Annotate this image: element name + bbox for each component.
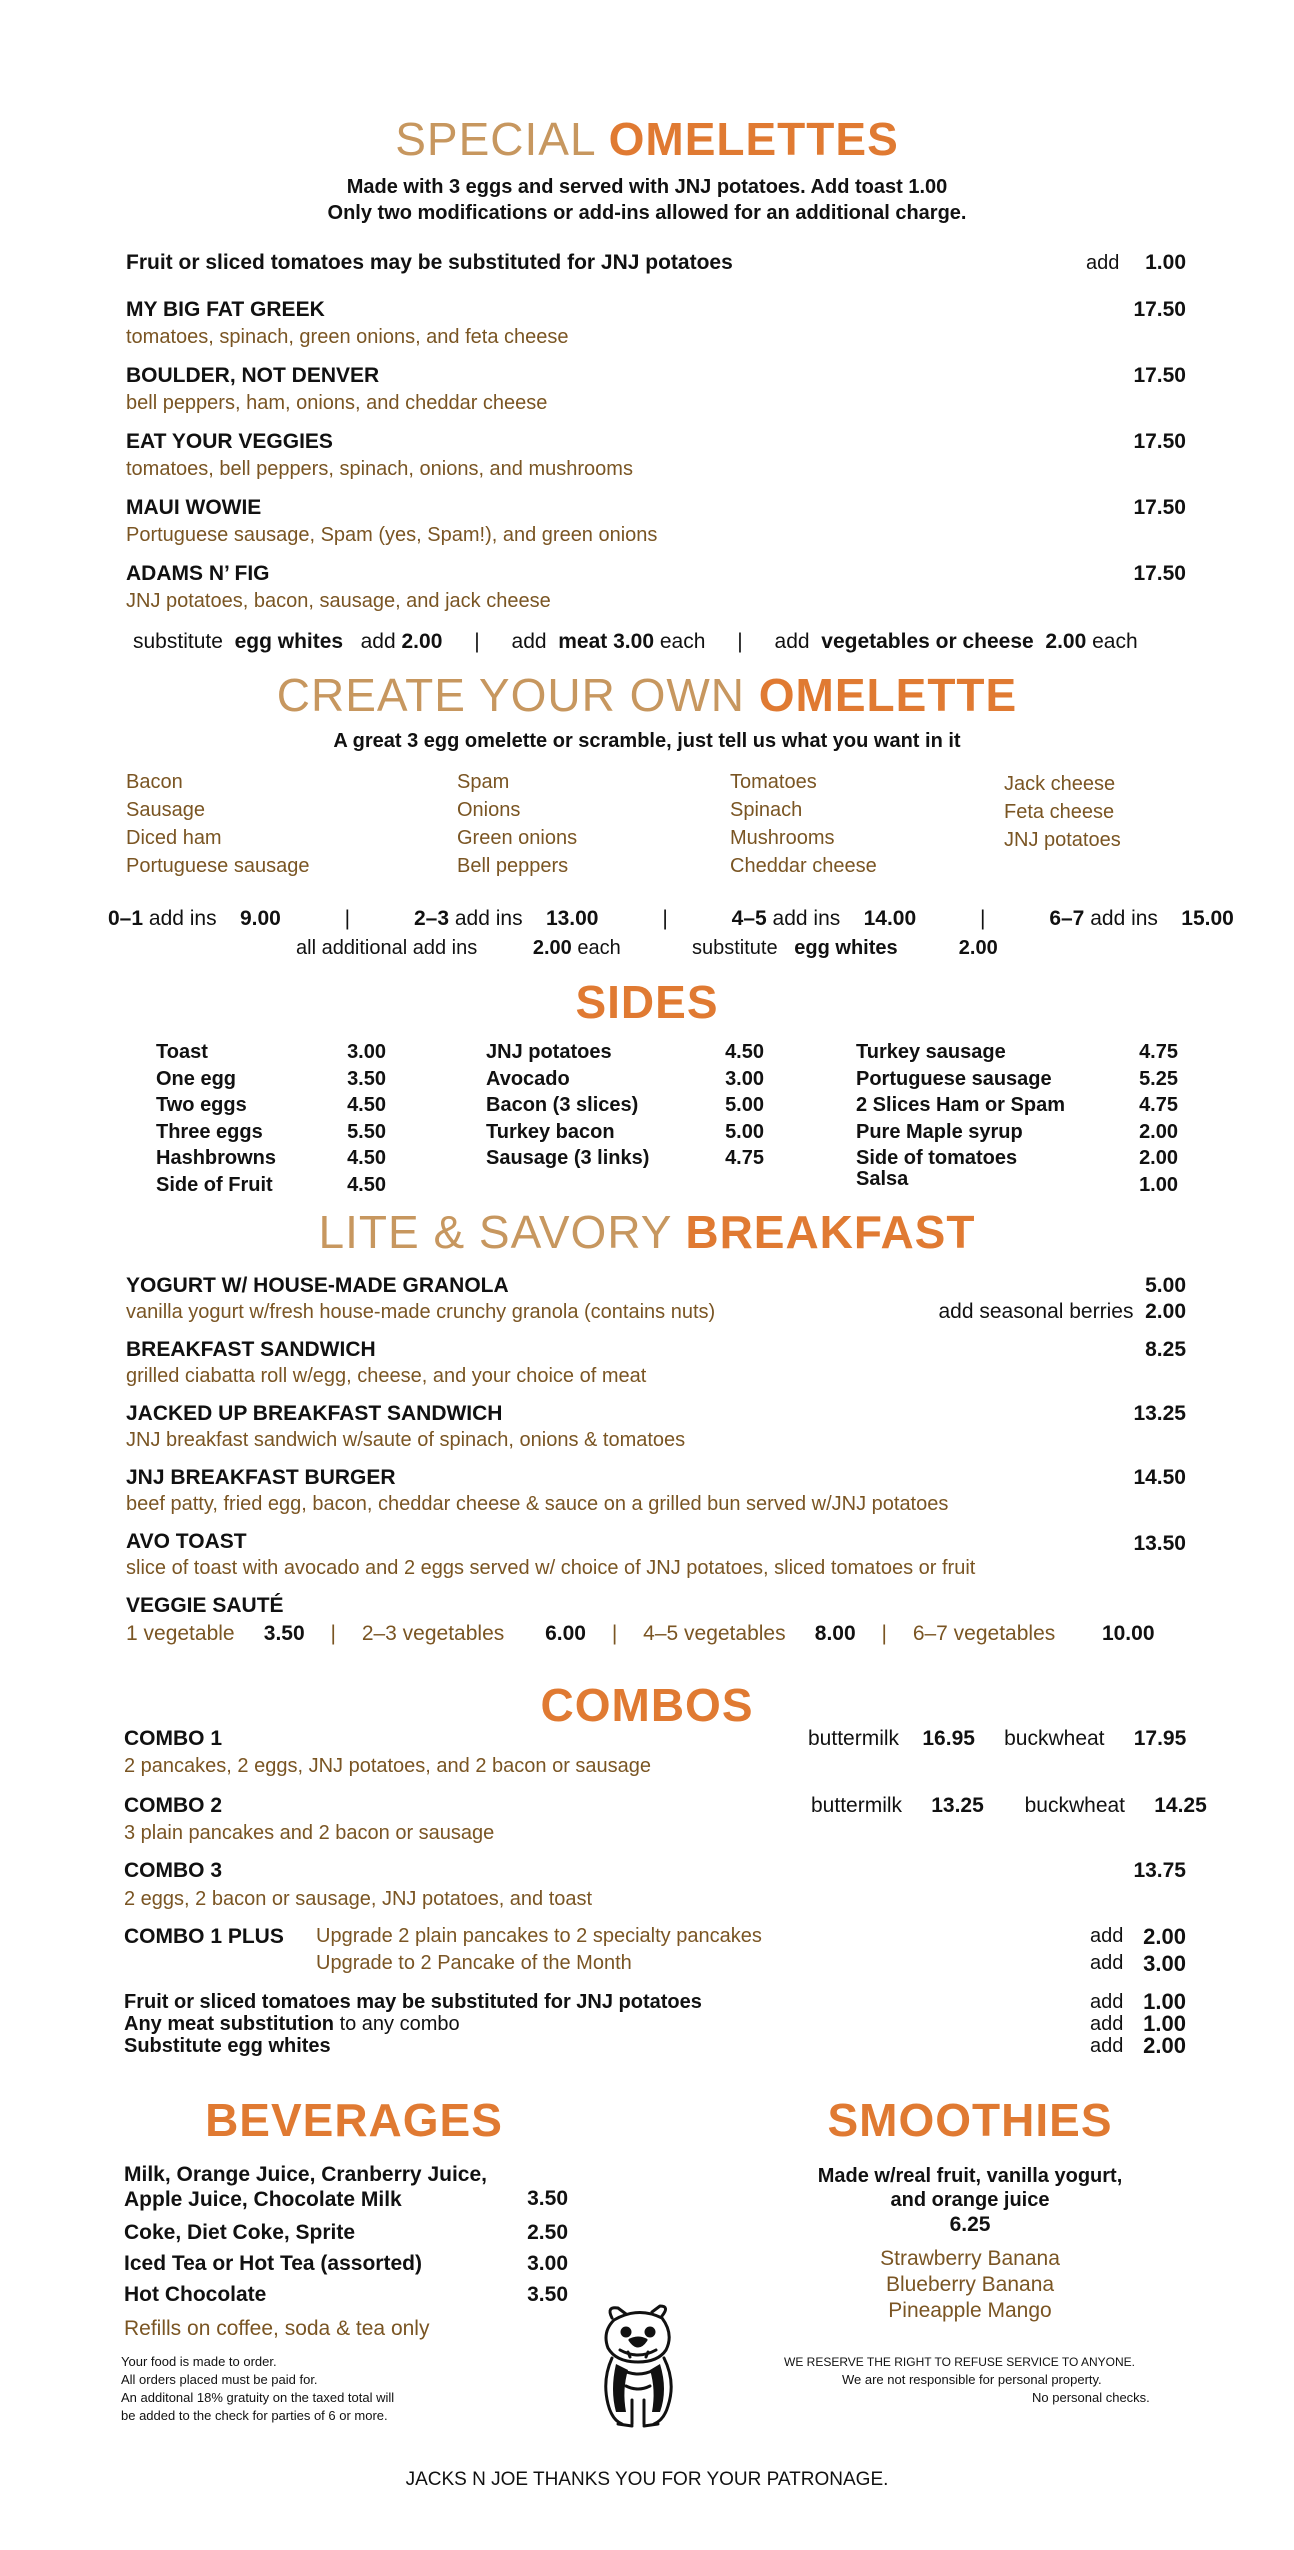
smoothie-flavor: Pineapple Mango (888, 2299, 1052, 2322)
smoothies-note-line: and orange juice (890, 2189, 1050, 2211)
ingredient: Mushrooms (730, 827, 835, 849)
buttermilk-label: buttermilk (811, 1794, 903, 1817)
item-desc: Portuguese sausage, Spam (yes, Spam!), and green onions (126, 524, 658, 546)
veggie-label: 6–7 vegetables (912, 1622, 1056, 1645)
tier-label: add ins (148, 907, 217, 930)
ingredient: Spinach (730, 799, 803, 821)
sides-column-1-prices (340, 1039, 386, 1198)
menu-item (126, 1338, 1186, 1402)
create-note: A great 3 egg omelette or scramble, just tell us what you want in it (333, 730, 961, 752)
smoothies-title: SMOOTHIES (827, 2094, 1113, 2146)
item-name: AVO TOAST (126, 1530, 247, 1553)
divider: | (611, 1622, 618, 1645)
ingredients-column-1 (126, 768, 309, 880)
side-name: Side of tomatoes (856, 1147, 1018, 1169)
item-desc: JNJ breakfast sandwich w/saute of spinach, onions & tomatoes (126, 1429, 686, 1451)
beverage-name: Hot Chocolate (124, 2283, 267, 2306)
smoothies-note (740, 2164, 1200, 2212)
side-price: 5.00 (725, 1120, 764, 1143)
veggie-tiers (126, 1622, 1186, 1646)
combo-substitutions (124, 1991, 702, 2057)
side-name: Two eggs (156, 1094, 247, 1116)
sides-column-3-prices (1130, 1039, 1178, 1198)
side-name: Avocado (486, 1067, 570, 1090)
combo-3-name: COMBO 3 (124, 1859, 223, 1882)
tier-range: 0–1 (108, 907, 144, 930)
policy-line: An additonal 18% gratuity on the taxed total will (121, 2390, 395, 2405)
special-omelette-list (126, 298, 1186, 628)
ingredients-column-3 (730, 768, 877, 880)
tier-price: 15.00 (1181, 907, 1234, 930)
beverage-name-line: Milk, Orange Juice, Cranberry Juice, (124, 2163, 487, 2186)
side-name: Turkey bacon (486, 1120, 615, 1143)
lite-title-light: LITE & SAVORY (318, 1206, 672, 1258)
sub-label: substitute (692, 937, 778, 959)
beverage-price: 3.50 (527, 2283, 568, 2306)
beverage-name: Coke, Diet Coke, Sprite (124, 2221, 356, 2244)
item-desc: grilled ciabatta roll w/egg, cheese, and your choice of meat (126, 1365, 647, 1387)
buckwheat-price: 14.25 (1154, 1794, 1207, 1817)
mod-egg-whites: egg whites (234, 630, 344, 653)
ingredient: Feta cheese (1004, 801, 1115, 823)
side-name: Portuguese sausage (856, 1067, 1052, 1090)
substitution-add: add (1090, 2035, 1124, 2057)
mod-price: 2.00 (1045, 630, 1087, 653)
mod-price: 2.00 (401, 630, 443, 653)
sub-price: 2.00 (958, 937, 998, 959)
combo-plus-upgrade-2: Upgrade to 2 Pancake of the Month (316, 1952, 632, 1974)
divider: | (881, 1622, 887, 1645)
combo-1-desc: 2 pancakes, 2 eggs, JNJ potatoes, and 2 bacon or sausage (124, 1755, 652, 1777)
ingredient: Onions (457, 799, 521, 821)
item-name: ADAMS N’ FIG (126, 562, 270, 585)
side-price: 4.50 (725, 1041, 764, 1063)
side-name: Bacon (3 slices) (486, 1094, 639, 1116)
lite-title-bold: BREAKFAST (685, 1206, 976, 1258)
item-desc: bell peppers, ham, onions, and cheddar cheese (126, 392, 548, 414)
side-price: 5.00 (725, 1094, 764, 1116)
menu-item (126, 1466, 1186, 1530)
combo-1-name: COMBO 1 (124, 1727, 223, 1750)
sides-column-2-names (486, 1039, 649, 1172)
mod-price: 3.00 (613, 630, 654, 653)
special-modifications (133, 630, 1138, 654)
combo-2-desc: 3 plain pancakes and 2 bacon or sausage (124, 1822, 495, 1844)
veggie-label: 2–3 vegetables (361, 1622, 505, 1645)
item-desc: JNJ potatoes, bacon, sausage, and jack cheese (126, 590, 551, 612)
extra-each: each (577, 937, 621, 959)
smoothie-flavor: Blueberry Banana (885, 2273, 1055, 2296)
side-price: 4.75 (1139, 1094, 1178, 1116)
combo-plus-add-2: add (1090, 1952, 1124, 1974)
side-name: Hashbrowns (156, 1147, 277, 1169)
divider: | (662, 907, 668, 930)
veggie-price: 8.00 (814, 1622, 856, 1645)
ingredient: Bacon (126, 771, 183, 793)
item-name: MAUI WOWIE (126, 496, 262, 519)
side-price: 3.00 (725, 1067, 764, 1090)
ingredient: Cheddar cheese (730, 855, 877, 877)
menu-item (126, 298, 1186, 364)
beverage-price: 3.00 (527, 2252, 568, 2275)
side-name: Pure Maple syrup (856, 1120, 1023, 1143)
buckwheat-price: 17.95 (1133, 1727, 1187, 1750)
side-name: Side of Fruit (156, 1173, 273, 1196)
side-price: 4.50 (347, 1094, 386, 1116)
divider: | (474, 630, 480, 653)
side-price: 1.00 (1139, 1173, 1178, 1196)
side-price: 4.75 (725, 1147, 764, 1169)
item-name: MY BIG FAT GREEK (126, 298, 325, 321)
veggie-price: 3.50 (263, 1622, 305, 1645)
combo-plus-price-2: 3.00 (1143, 1951, 1186, 1976)
combo-3-price: 13.75 (1133, 1859, 1186, 1882)
substitution-row (124, 2013, 702, 2035)
tier-price: 14.00 (863, 907, 917, 930)
seasonal-berries-addon (938, 1300, 1186, 1324)
substitution-prices (1143, 1991, 1186, 2057)
ingredient: Tomatoes (730, 771, 817, 793)
combo-1-prices (808, 1727, 1186, 1751)
side-name: One egg (156, 1067, 237, 1090)
divider: | (344, 907, 351, 930)
item-name: BOULDER, NOT DENVER (126, 364, 380, 387)
substitution-add: add (1090, 1991, 1124, 2013)
combo-3-desc: 2 eggs, 2 bacon or sausage, JNJ potatoes, and toast (124, 1888, 593, 1910)
side-price: 5.25 (1139, 1067, 1178, 1090)
side-name: Three eggs (156, 1120, 263, 1143)
special-title-bold: OMELETTES (608, 113, 899, 165)
side-price: 4.75 (1139, 1041, 1178, 1063)
buckwheat-label: buckwheat (1004, 1727, 1105, 1750)
divider: | (980, 907, 986, 930)
item-desc: slice of toast with avocado and 2 eggs served w/ choice of JNJ potatoes, sliced tomatoes or fruit (126, 1557, 976, 1579)
beverage-item-1 (124, 2162, 487, 2212)
checks-notice: No personal checks. (1032, 2390, 1150, 2405)
smoothie-flavor: Strawberry Banana (880, 2247, 1060, 2270)
menu-item (126, 1274, 1186, 1338)
buckwheat-label: buckwheat (1024, 1794, 1126, 1817)
item-name: VEGGIE SAUTÉ (126, 1594, 284, 1617)
ingredient: Spam (457, 771, 510, 793)
divider: | (330, 1622, 336, 1645)
beverage-name: Iced Tea or Hot Tea (assorted) (124, 2252, 422, 2275)
side-name: Salsa (856, 1167, 909, 1190)
combos-title: COMBOS (540, 1679, 754, 1731)
combo-2-name: COMBO 2 (124, 1794, 223, 1817)
veggie-saute (126, 1594, 1186, 1654)
tier-price: 13.00 (545, 907, 599, 930)
buttermilk-price: 16.95 (922, 1727, 975, 1750)
smoothie-flavors (740, 2246, 1200, 2324)
additional-addins (296, 937, 621, 960)
substitution-price: 1.00 (1143, 2011, 1186, 2036)
menu-item (126, 496, 1186, 562)
item-price: 13.25 (1133, 1402, 1186, 1425)
item-desc: tomatoes, spinach, green onions, and feta cheese (126, 326, 569, 348)
extra-label: all additional add ins (296, 937, 478, 959)
side-name: JNJ potatoes (486, 1041, 612, 1063)
substitution-bold: Fruit or sliced tomatoes may be substituted for JNJ potatoes (124, 1991, 702, 2013)
mod-text: each (1092, 630, 1138, 653)
mod-text: each (659, 630, 706, 653)
ingredient: Green onions (457, 827, 578, 849)
item-price: 5.00 (1145, 1274, 1186, 1297)
ingredients-column-4 (1004, 770, 1121, 854)
item-price: 17.50 (1133, 298, 1186, 321)
lite-savory-title (0, 1205, 1294, 1259)
special-sub-price: 1.00 (1145, 251, 1186, 274)
item-desc: beef patty, fried egg, bacon, cheddar cheese & sauce on a grilled bun served w/JNJ potatoes (126, 1493, 949, 1515)
veggie-label: 1 vegetable (126, 1622, 235, 1645)
item-price: 8.25 (1145, 1338, 1186, 1361)
item-price: 13.50 (1133, 1532, 1186, 1555)
item-desc: tomatoes, bell peppers, spinach, onions, and mushrooms (126, 458, 633, 480)
substitution-rest: to any combo (334, 2013, 460, 2035)
special-note-2: Only two modifications or add-ins allowed for an additional charge. (327, 202, 967, 224)
policy-line: be added to the check for parties of 6 or more. (121, 2408, 388, 2423)
divider: | (737, 630, 743, 653)
ingredient: JNJ potatoes (1004, 829, 1121, 851)
ingredient: Diced ham (126, 827, 222, 849)
beverage-price: 2.50 (527, 2221, 568, 2244)
tier-label: add ins (1090, 907, 1158, 930)
veggie-price: 6.00 (545, 1622, 586, 1645)
side-price: 3.00 (347, 1041, 386, 1063)
addon-label: seasonal berries (979, 1300, 1134, 1323)
policy-line: Your food is made to order. (121, 2354, 277, 2369)
menu-item (126, 562, 1186, 628)
buttermilk-label: buttermilk (808, 1727, 900, 1750)
create-title-light: CREATE YOUR OWN (276, 669, 745, 721)
sides-column-2-prices (718, 1039, 764, 1172)
refuse-service-notice: WE RESERVE THE RIGHT TO REFUSE SERVICE TO ANYONE. (784, 2355, 1135, 2369)
beverages-title: BEVERAGES (205, 2094, 503, 2146)
footer-policies (121, 2353, 394, 2425)
sides-column-3-names (856, 1039, 1065, 1192)
special-sub-label: Fruit or sliced tomatoes may be substituted for JNJ potatoes (126, 251, 733, 274)
item-price: 17.50 (1133, 496, 1186, 519)
mod-vegetables: vegetables or cheese (821, 630, 1034, 653)
item-name: EAT YOUR VEGGIES (126, 430, 333, 453)
item-name: YOGURT W/ HOUSE-MADE GRANOLA (126, 1274, 509, 1297)
menu-item (126, 1402, 1186, 1466)
tier-range: 2–3 (413, 907, 450, 930)
policy-line: All orders placed must be paid for. (121, 2372, 318, 2387)
mod-text: add (774, 630, 810, 653)
side-name: Sausage (3 links) (486, 1147, 650, 1169)
side-name: Turkey sausage (856, 1041, 1006, 1063)
substitution-row (124, 1991, 702, 2013)
item-price: 17.50 (1133, 364, 1186, 387)
combo-plus-add-1: add (1090, 1925, 1124, 1947)
tier-label: add ins (454, 907, 523, 930)
create-substitute (692, 937, 998, 960)
ingredients-column-2 (457, 768, 577, 880)
lite-savory-list (126, 1274, 1186, 1654)
side-price: 4.50 (347, 1147, 386, 1169)
side-price: 2.00 (1139, 1120, 1178, 1143)
item-name: BREAKFAST SANDWICH (126, 1338, 376, 1361)
mod-text: substitute (133, 630, 223, 653)
ingredient: Jack cheese (1004, 773, 1116, 795)
menu-item (126, 430, 1186, 496)
mod-meat: meat (558, 630, 608, 653)
side-price: 4.50 (347, 1173, 386, 1196)
combo-1-plus-name: COMBO 1 PLUS (124, 1925, 284, 1948)
side-price: 5.50 (347, 1120, 386, 1143)
create-your-own-title (0, 668, 1294, 722)
special-title-light: SPECIAL (395, 113, 595, 165)
special-sub-add: add (1086, 252, 1120, 274)
veggie-label: 4–5 vegetables (643, 1622, 786, 1645)
beverage-price: 3.50 (527, 2187, 568, 2210)
create-title-bold: OMELETTE (758, 669, 1018, 721)
mod-text: add (511, 630, 547, 653)
item-price: 17.50 (1133, 562, 1186, 585)
item-desc: vanilla yogurt w/fresh house-made crunchy granola (contains nuts) (126, 1301, 716, 1323)
sides-column-1-names (156, 1039, 276, 1198)
menu-item (126, 1530, 1186, 1594)
addin-pricing-tiers (108, 907, 1234, 931)
side-price: 2.00 (1139, 1147, 1178, 1169)
substitution-price: 1.00 (1143, 1989, 1186, 2014)
substitution-price: 2.00 (1143, 2033, 1186, 2058)
bulldog-icon (592, 2300, 684, 2432)
buttermilk-price: 13.25 (931, 1794, 984, 1817)
item-price: 14.50 (1133, 1466, 1186, 1489)
item-name: JACKED UP BREAKFAST SANDWICH (126, 1402, 503, 1425)
side-name: 2 Slices Ham or Spam (856, 1094, 1065, 1116)
property-notice: We are not responsible for personal property. (842, 2372, 1102, 2387)
special-note-1: Made with 3 eggs and served with JNJ potatoes. Add toast 1.00 (346, 176, 948, 198)
substitution-row (124, 2035, 702, 2057)
substitution-bold: Any meat substitution (124, 2013, 335, 2035)
tier-range: 4–5 (731, 907, 767, 930)
extra-price: 2.00 (532, 937, 572, 959)
beverage-name-line: Apple Juice, Chocolate Milk (124, 2188, 402, 2211)
menu-item (126, 364, 1186, 430)
ingredient: Bell peppers (457, 855, 569, 877)
item-name: JNJ BREAKFAST BURGER (126, 1466, 396, 1489)
side-price: 3.50 (347, 1067, 386, 1090)
sides-title: SIDES (575, 976, 719, 1028)
refills-note: Refills on coffee, soda & tea only (124, 2317, 430, 2340)
combo-2-prices (811, 1794, 1207, 1818)
substitution-adds (1090, 1991, 1123, 2057)
veggie-price: 10.00 (1101, 1622, 1155, 1645)
side-name: Toast (156, 1041, 208, 1063)
ingredient: Sausage (126, 799, 205, 821)
ingredient: Portuguese sausage (126, 855, 310, 877)
mod-text: add (360, 630, 396, 653)
tier-range: 6–7 (1049, 907, 1085, 930)
addon-price: 2.00 (1145, 1300, 1186, 1323)
item-price: 17.50 (1133, 430, 1186, 453)
combo-plus-price-1: 2.00 (1143, 1924, 1186, 1949)
substitution-bold: Substitute egg whites (124, 2035, 331, 2057)
smoothies-note-line: Made w/real fruit, vanilla yogurt, (817, 2165, 1123, 2187)
addon-add: add (938, 1300, 974, 1323)
substitution-add: add (1090, 2013, 1124, 2035)
tier-label: add ins (772, 907, 841, 930)
tier-price: 9.00 (239, 907, 281, 930)
smoothies-price: 6.25 (949, 2213, 991, 2236)
special-omelettes-title (0, 112, 1294, 166)
sub-item: egg whites (794, 937, 898, 959)
thank-you-message: JACKS N JOE THANKS YOU FOR YOUR PATRONAGE. (405, 2469, 889, 2490)
combo-plus-upgrade-1: Upgrade 2 plain pancakes to 2 specialty pancakes (316, 1925, 762, 1947)
